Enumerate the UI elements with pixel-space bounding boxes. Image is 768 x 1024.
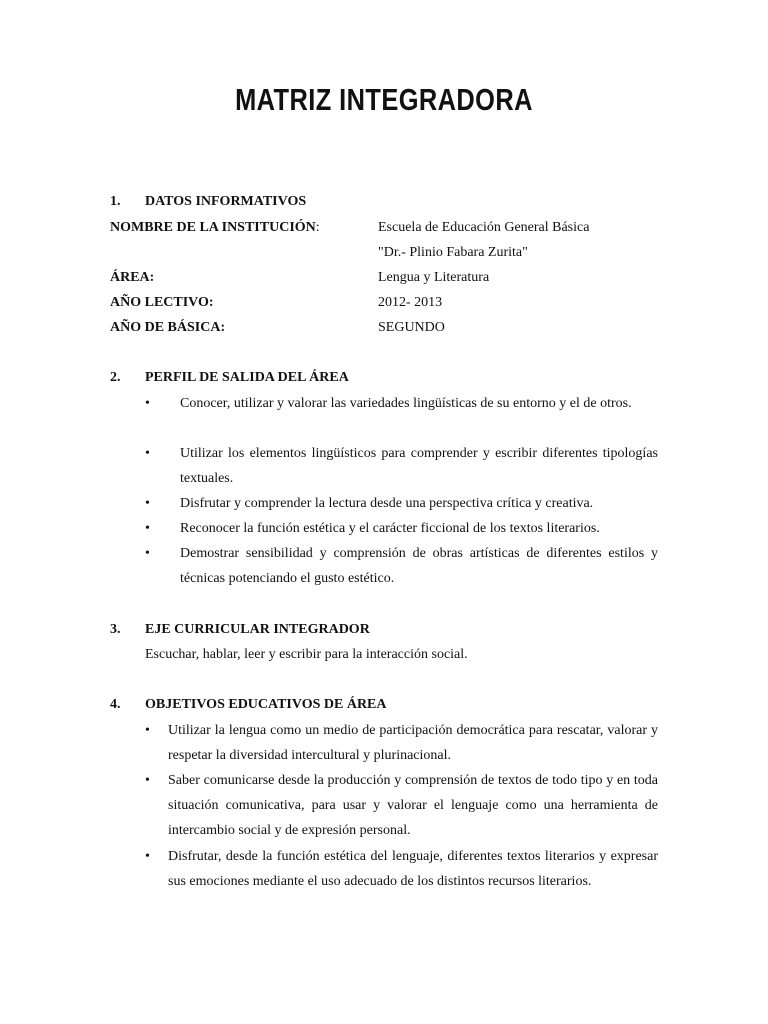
info-label-grade: AÑO DE BÁSICA: xyxy=(110,320,226,335)
section-2-number: 2. xyxy=(110,370,121,385)
profile-list-item xyxy=(145,441,658,491)
info-value-area: Lengua y Literatura xyxy=(378,270,490,285)
info-label-institution xyxy=(110,220,320,236)
info-label-colon: : xyxy=(315,220,320,235)
bullet-icon: • xyxy=(145,521,150,536)
profile-item-text: Reconocer la función estética y el carácter ficcional de los textos literarios. xyxy=(180,521,600,536)
objective-list-item xyxy=(145,768,658,843)
profile-list-item xyxy=(145,391,658,416)
bullet-icon: • xyxy=(145,849,150,864)
section-3-number: 3. xyxy=(110,622,121,637)
section-1-title: DATOS INFORMATIVOS xyxy=(145,194,307,209)
profile-item-text: Demostrar sensibilidad y comprensión de obras artísticas de diferentes estilos y técnicas potenciando el gusto estético. xyxy=(180,546,658,586)
info-label-school-year: AÑO LECTIVO: xyxy=(110,295,214,310)
objective-item-text: Saber comunicarse desde la producción y comprensión de textos de todo tipo y en toda situación comunicativa, para usar y valorar el lenguaje como una herramienta de intercambio social y de expresión personal. xyxy=(168,773,658,838)
info-value-institution: Escuela de Educación General Básica xyxy=(378,220,590,235)
objective-item-text: Utilizar la lengua como un medio de participación democrática para rescatar, valorar y respetar la diversidad intercultural y plurinacional. xyxy=(168,723,658,763)
bullet-icon: • xyxy=(145,773,150,788)
section-4-number: 4. xyxy=(110,697,121,712)
document-title: MATRIZ INTEGRADORA xyxy=(235,82,533,117)
curricular-axis-text: Escuchar, hablar, leer y escribir para la interacción social. xyxy=(145,647,468,662)
section-1-heading xyxy=(110,194,306,210)
bullet-icon: • xyxy=(145,723,150,738)
objective-list-item xyxy=(145,844,658,894)
section-2-heading xyxy=(110,370,349,386)
profile-list-item xyxy=(145,491,658,516)
info-value-grade: SEGUNDO xyxy=(378,320,445,335)
info-value-institution-name: "Dr.- Plinio Fabara Zurita" xyxy=(378,245,528,260)
section-2-title: PERFIL DE SALIDA DEL ÁREA xyxy=(145,370,349,385)
profile-item-text: Conocer, utilizar y valorar las variedades lingüísticas de su entorno y el de otros. xyxy=(180,396,632,411)
info-label-institution-text: NOMBRE DE LA INSTITUCIÓN xyxy=(110,220,316,235)
objective-list-item xyxy=(145,718,658,768)
info-label-area: ÁREA: xyxy=(110,270,155,285)
bullet-icon: • xyxy=(145,546,150,561)
info-value-school-year: 2012- 2013 xyxy=(378,295,443,310)
section-3-title: EJE CURRICULAR INTEGRADOR xyxy=(145,622,370,637)
section-3-heading xyxy=(110,622,370,638)
profile-list-item xyxy=(145,516,658,541)
profile-item-text: Disfrutar y comprender la lectura desde una perspectiva crítica y creativa. xyxy=(180,496,594,511)
profile-item-text: Utilizar los elementos lingüísticos para comprender y escribir diferentes tipologías textuales. xyxy=(180,446,658,486)
bullet-icon: • xyxy=(145,396,150,411)
section-4-heading xyxy=(110,697,387,713)
profile-list-item xyxy=(145,541,658,591)
section-4-title: OBJETIVOS EDUCATIVOS DE ÁREA xyxy=(145,697,387,712)
section-1-number: 1. xyxy=(110,194,121,209)
objective-item-text: Disfrutar, desde la función estética del lenguaje, diferentes textos literarios y expresar sus emociones mediante el uso adecuado de los distintos recursos literarios. xyxy=(168,849,658,889)
bullet-icon: • xyxy=(145,496,150,511)
bullet-icon: • xyxy=(145,446,150,461)
